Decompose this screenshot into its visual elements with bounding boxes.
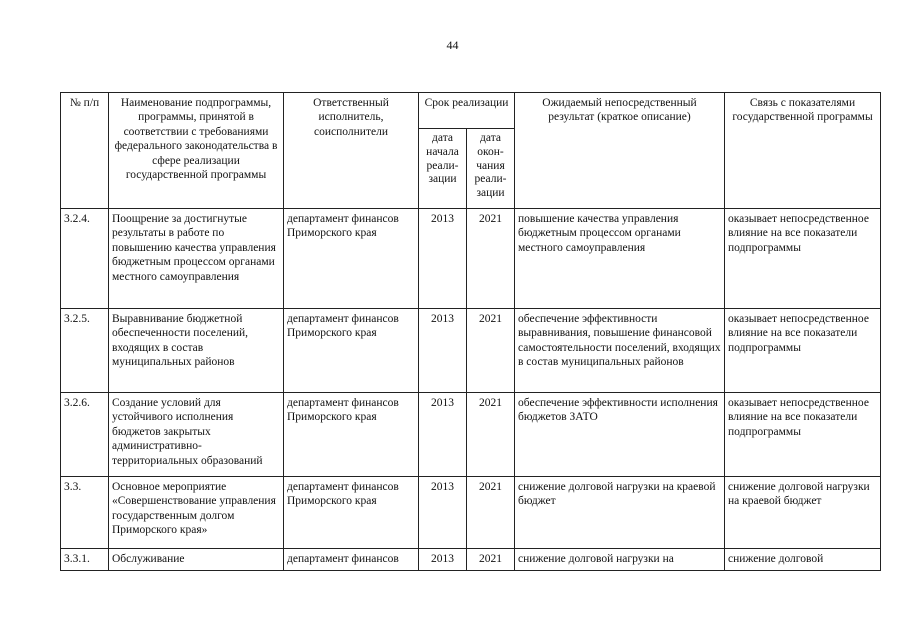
row-result: обеспечение эффективности исполнения бюджетов ЗАТО: [515, 393, 725, 477]
header-num: № п/п: [61, 93, 109, 209]
row-result: повышение качества управления бюджетным процессом органами местного самоуправления: [515, 209, 725, 309]
row-num: 3.2.6.: [61, 393, 109, 477]
row-end: 2021: [467, 309, 515, 393]
row-end: 2021: [467, 549, 515, 571]
row-start: 2013: [419, 209, 467, 309]
row-name: Поощрение за достигнутые результаты в работе по повышению качества управления бюджетным процессом органами местного самоуправления: [109, 209, 284, 309]
row-link: снижение долговой: [725, 549, 881, 571]
header-responsible: Ответственный исполнитель, соисполнители: [284, 93, 419, 209]
row-end: 2021: [467, 393, 515, 477]
table-row: [61, 309, 881, 393]
row-start: 2013: [419, 393, 467, 477]
header-link: Связь с показателями государственной программы: [725, 93, 881, 209]
row-link: оказывает непосредственное влияние на все показатели подпрограммы: [725, 309, 881, 393]
program-table: [60, 92, 881, 571]
table-row: [61, 549, 881, 571]
row-result: обеспечение эффективности выравнивания, повышение финансовой самостоятельности поселений, входящих в состав муниципальных районов: [515, 309, 725, 393]
row-result: снижение долговой нагрузки на краевой бюджет: [515, 477, 725, 549]
table-row: [61, 393, 881, 477]
row-name: Обслуживание: [109, 549, 284, 571]
row-start: 2013: [419, 309, 467, 393]
row-end: 2021: [467, 209, 515, 309]
row-responsible: департамент финансов Приморского края: [284, 477, 419, 549]
row-end: 2021: [467, 477, 515, 549]
header-term: Срок реализации: [419, 93, 515, 129]
page-number: 44: [446, 38, 459, 52]
row-name: Выравнивание бюджетной обеспеченности поселений, входящих в состав муниципальных районов: [109, 309, 284, 393]
table-row: [61, 477, 881, 549]
row-link: оказывает непосредственное влияние на все показатели подпрограммы: [725, 393, 881, 477]
row-responsible: департамент финансов Приморского края: [284, 209, 419, 309]
row-responsible: департамент финансов Приморского края: [284, 393, 419, 477]
row-name: Основное мероприятие «Совершенствование управления государственным долгом Приморского края»: [109, 477, 284, 549]
header-end: дата окон-чания реали-зации: [467, 129, 515, 209]
row-responsible: департамент финансов: [284, 549, 419, 571]
header-start: дата начала реали-зации: [419, 129, 467, 209]
row-link: снижение долговой нагрузки на краевой бюджет: [725, 477, 881, 549]
row-num: 3.2.4.: [61, 209, 109, 309]
header-result: Ожидаемый непосредственный результат (краткое описание): [515, 93, 725, 209]
row-responsible: департамент финансов Приморского края: [284, 309, 419, 393]
row-num: 3.2.5.: [61, 309, 109, 393]
header-name: Наименование подпрограммы, программы, принятой в соответствии с требованиями федерального законодательства в сфере реализации государственной программы: [109, 93, 284, 209]
table-row: [61, 209, 881, 309]
row-link: оказывает непосредственное влияние на все показатели подпрограммы: [725, 209, 881, 309]
row-start: 2013: [419, 549, 467, 571]
row-start: 2013: [419, 477, 467, 549]
row-num: 3.3.: [61, 477, 109, 549]
row-name: Создание условий для устойчивого исполнения бюджетов закрытых административно-территориальных образований: [109, 393, 284, 477]
row-result: снижение долговой нагрузки на: [515, 549, 725, 571]
row-num: 3.3.1.: [61, 549, 109, 571]
